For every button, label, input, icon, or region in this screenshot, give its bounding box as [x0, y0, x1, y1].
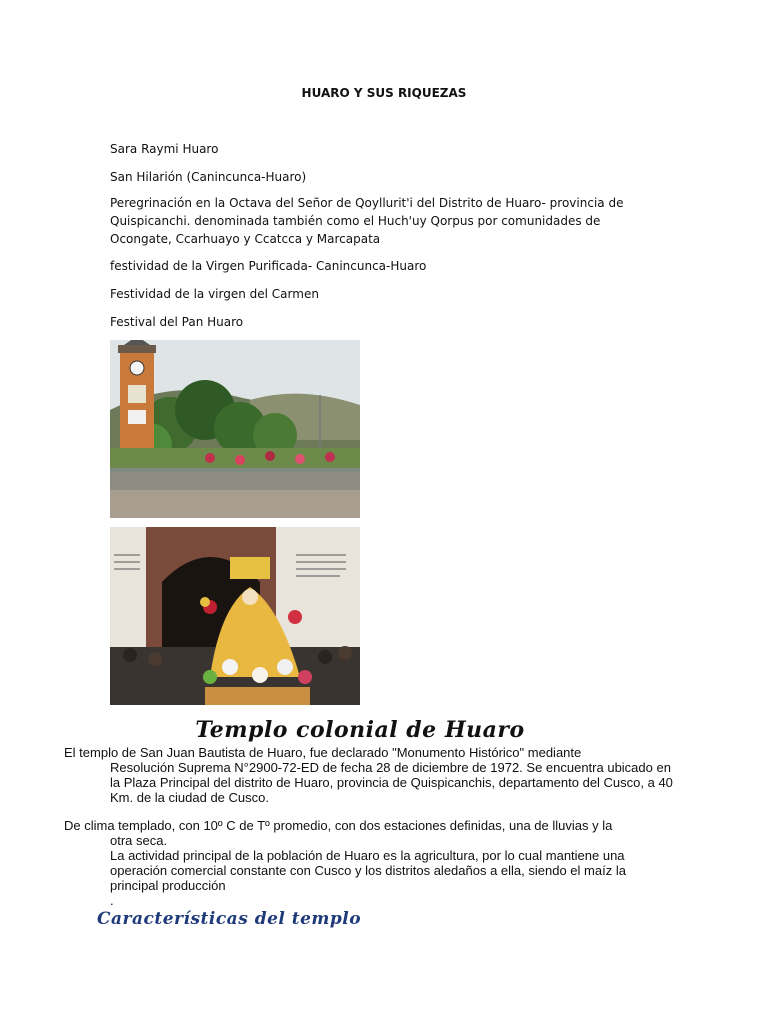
paragraph [64, 745, 674, 805]
paragraph [64, 818, 654, 908]
list-item: Peregrinación en la Octava del Señor de Qoyllurit'i del Distrito de Huaro- provincia de Quispicanchi. denominada también como el Huch'uy Qorpus por comunidades de Ocongate, Ccarhuayo y Ccatcca y Marcapata [110, 196, 624, 246]
list-item: San Hilarión (Canincunca-Huaro) [110, 170, 307, 184]
document-title: HUARO Y SUS RIQUEZAS [301, 86, 467, 100]
paragraph-text: . [110, 893, 114, 908]
paragraph-line: El templo de San Juan Bautista de Huaro, fue declarado "Monumento Histórico" mediante [64, 745, 582, 760]
section-title: Características del templo [97, 909, 362, 929]
list-item: Festividad de la virgen del Carmen [110, 287, 319, 301]
list-item: Sara Raymi Huaro [110, 142, 219, 156]
paragraph-text: otra seca. [110, 833, 168, 848]
plaza-photo [110, 340, 360, 518]
paragraph-text: Resolución Suprema N°2900-72-ED de fecha 28 de diciembre de 1972. Se encuentra ubicado en la Plaza Principal del distrito de Huaro, provincia de Quispicanchis, departamento del Cusco, a 40 Km. de la ciudad de Cusco. [110, 760, 673, 805]
procession-photo [110, 527, 360, 705]
section-title: Templo colonial de Huaro [195, 717, 525, 743]
list-item: Festival del Pan Huaro [110, 315, 244, 329]
paragraph-text: La actividad principal de la población de Huaro es la agricultura, por lo cual mantiene una operación comercial constante con Cusco y los distritos aledaños a ella, siendo el maíz la principal producción [110, 848, 626, 893]
paragraph-line: De clima templado, con 10º C de Tº promedio, con dos estaciones definidas, una de lluvias y la [64, 818, 613, 833]
list-item: festividad de la Virgen Purificada- Canincunca-Huaro [110, 259, 427, 273]
